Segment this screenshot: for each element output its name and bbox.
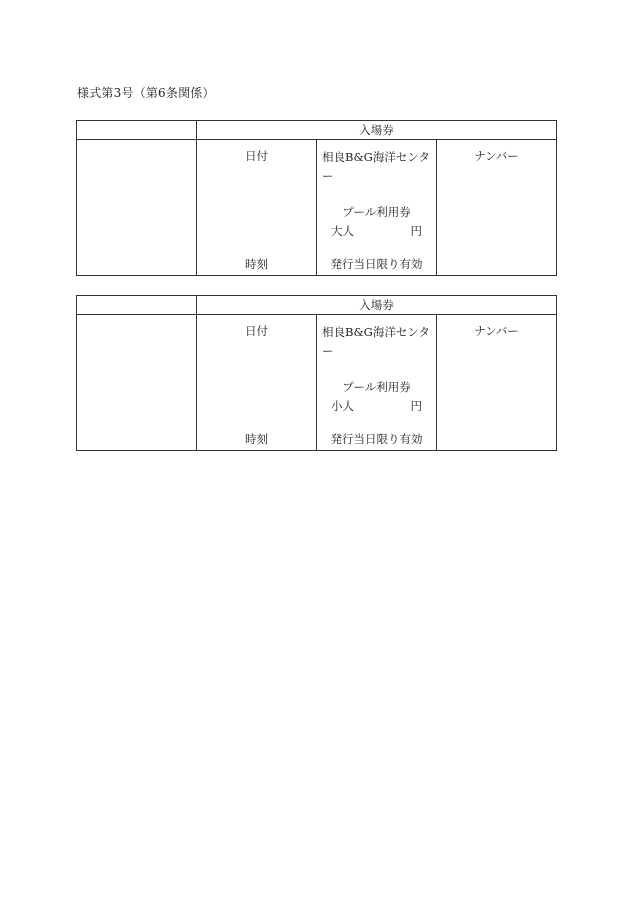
- date-time-cell: [197, 140, 317, 276]
- ticket-class-label: 小人: [331, 399, 354, 413]
- admission-ticket-child: [76, 295, 557, 451]
- ticket-title: 入場券: [197, 296, 557, 315]
- yen-label: 円: [410, 224, 422, 238]
- date-time-cell: [197, 315, 317, 451]
- validity-note: 発行当日限り有効: [330, 257, 423, 271]
- venue-name: 相良B&G海洋センター: [322, 325, 430, 358]
- pool-ticket-label: プール利用券: [342, 380, 411, 394]
- yen-label: 円: [410, 399, 422, 413]
- ticket-class-label: 大人: [331, 224, 354, 238]
- venue-cell: [317, 315, 437, 451]
- number-cell: [437, 315, 557, 451]
- validity-note: 発行当日限り有効: [330, 432, 423, 446]
- date-label: 日付: [245, 149, 268, 163]
- number-label: ナンバー: [474, 149, 519, 163]
- time-label: 時刻: [245, 257, 268, 271]
- venue-cell: [317, 140, 437, 276]
- ticket-title: 入場券: [197, 121, 557, 140]
- venue-name: 相良B&G海洋センター: [322, 150, 430, 183]
- time-label: 時刻: [245, 432, 268, 446]
- number-cell: [437, 140, 557, 276]
- pool-ticket-label: プール利用券: [342, 205, 411, 219]
- header-blank-cell: [77, 121, 197, 140]
- admission-ticket-adult: [76, 120, 557, 276]
- form-number-label: 様式第3号（第6条関係）: [77, 86, 215, 100]
- date-label: 日付: [245, 324, 268, 338]
- number-label: ナンバー: [474, 324, 519, 338]
- stub-blank-cell: [77, 140, 197, 276]
- stub-blank-cell: [77, 315, 197, 451]
- header-blank-cell: [77, 296, 197, 315]
